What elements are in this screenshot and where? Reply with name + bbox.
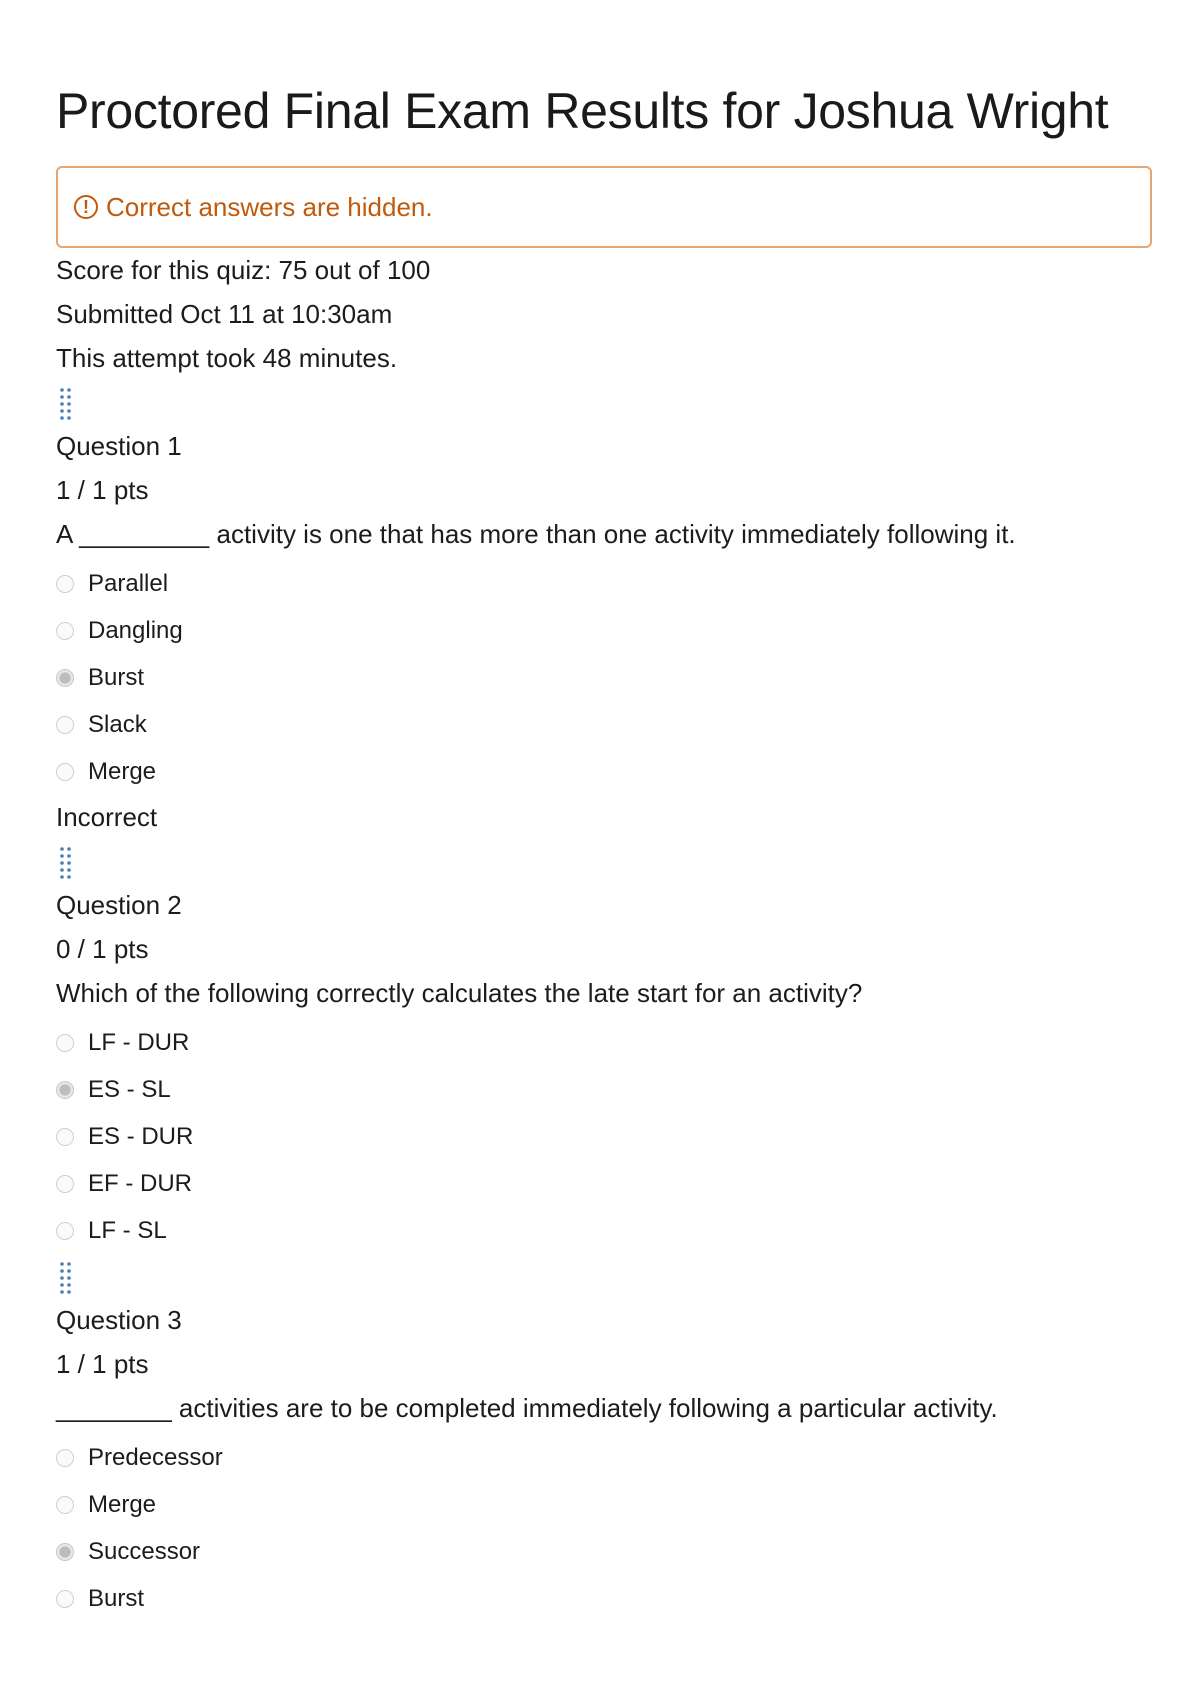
- radio-button[interactable]: [56, 1449, 74, 1467]
- answer-label: ES - DUR: [88, 1122, 194, 1150]
- answer-list: [56, 560, 1152, 795]
- question-title: Question 1: [56, 431, 182, 461]
- answer-label: Merge: [88, 1490, 157, 1518]
- answer-option: [56, 1066, 1152, 1113]
- answer-option: [56, 654, 1152, 701]
- answer-list: [56, 1019, 1152, 1254]
- radio-button[interactable]: [56, 1222, 74, 1240]
- answer-option: [56, 701, 1152, 748]
- question-status: Incorrect: [56, 802, 158, 832]
- answer-label: Slack: [88, 710, 147, 738]
- answer-label: Parallel: [88, 569, 169, 597]
- radio-button[interactable]: [56, 622, 74, 640]
- quiz-results-page: [56, 80, 1152, 1622]
- answer-option: [56, 1160, 1152, 1207]
- question-title: Question 3: [56, 1305, 182, 1335]
- answer-option: [56, 1019, 1152, 1066]
- exclamation-circle-icon: !: [74, 195, 98, 219]
- radio-button-selected[interactable]: [56, 1543, 74, 1561]
- radio-button-selected[interactable]: [56, 669, 74, 687]
- answer-option: [56, 1434, 1152, 1481]
- radio-button[interactable]: [56, 575, 74, 593]
- submitted-time: Submitted Oct 11 at 10:30am: [56, 299, 393, 329]
- question-points: 1 / 1 pts: [56, 1349, 149, 1379]
- radio-button[interactable]: [56, 716, 74, 734]
- answer-option: [56, 1575, 1152, 1622]
- drag-handle-icon[interactable]: [58, 1260, 74, 1296]
- answer-label: LF - DUR: [88, 1028, 190, 1056]
- answer-label: Merge: [88, 757, 157, 785]
- question-3: [56, 1260, 1152, 1622]
- answer-label: LF - SL: [88, 1216, 167, 1244]
- radio-button[interactable]: [56, 1128, 74, 1146]
- radio-button[interactable]: [56, 763, 74, 781]
- answer-option: [56, 1207, 1152, 1254]
- quiz-score: Score for this quiz: 75 out of 100: [56, 255, 431, 285]
- radio-button[interactable]: [56, 1496, 74, 1514]
- question-text: ________ activities are to be completed immediately following a particular activity.: [56, 1393, 998, 1423]
- answer-label: Burst: [88, 1584, 145, 1612]
- radio-button-selected[interactable]: [56, 1081, 74, 1099]
- answer-list: [56, 1434, 1152, 1622]
- attempt-duration: This attempt took 48 minutes.: [56, 343, 398, 373]
- page-title: Proctored Final Exam Results for Joshua Wright: [56, 83, 1109, 139]
- radio-button[interactable]: [56, 1175, 74, 1193]
- question-text: Which of the following correctly calculates the late start for an activity?: [56, 978, 863, 1008]
- question-2: [56, 845, 1152, 1254]
- question-title: Question 2: [56, 890, 182, 920]
- radio-button[interactable]: [56, 1590, 74, 1608]
- answer-option: [56, 560, 1152, 607]
- answer-option: [56, 607, 1152, 654]
- answer-label: ES - SL: [88, 1075, 171, 1103]
- answer-label: Successor: [88, 1537, 201, 1565]
- question-points: 0 / 1 pts: [56, 934, 149, 964]
- radio-button[interactable]: [56, 1034, 74, 1052]
- answer-option: [56, 1528, 1152, 1575]
- answer-label: Burst: [88, 663, 145, 691]
- drag-handle-icon[interactable]: [58, 386, 74, 422]
- answer-label: Predecessor: [88, 1443, 223, 1471]
- answer-label: EF - DUR: [88, 1169, 192, 1197]
- answer-option: [56, 748, 1152, 795]
- question-points: 1 / 1 pts: [56, 475, 149, 505]
- answer-label: Dangling: [88, 616, 183, 644]
- question-1: [56, 386, 1152, 839]
- hidden-answers-alert: [56, 166, 1152, 248]
- question-text: A _________ activity is one that has more than one activity immediately following it.: [56, 519, 1016, 549]
- answer-option: [56, 1113, 1152, 1160]
- alert-text: Correct answers are hidden.: [106, 191, 433, 222]
- answer-option: [56, 1481, 1152, 1528]
- drag-handle-icon[interactable]: [58, 845, 74, 881]
